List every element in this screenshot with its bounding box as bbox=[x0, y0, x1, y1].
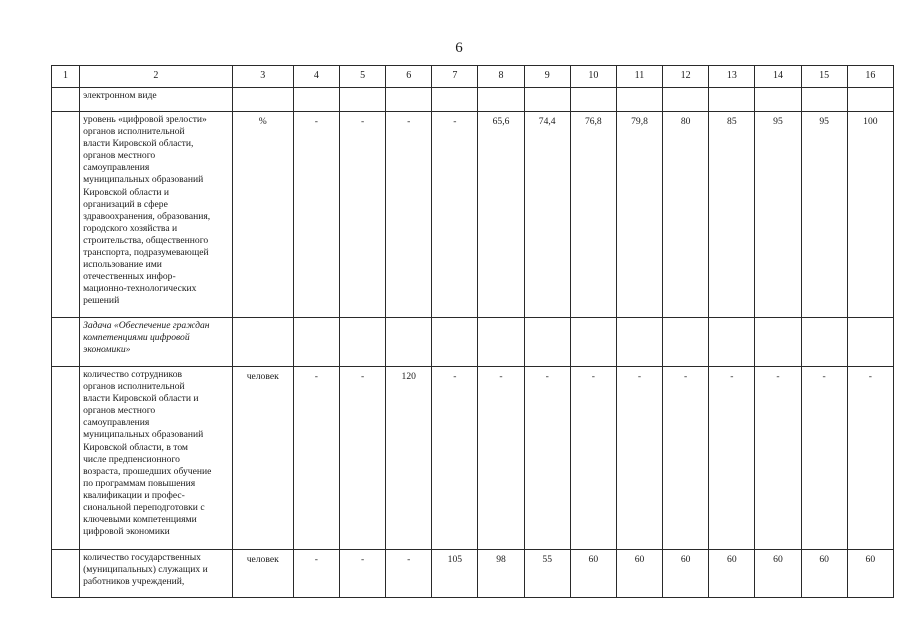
value-cell-col-9 bbox=[524, 88, 570, 112]
indicator-line: самоуправления bbox=[83, 417, 150, 429]
value-cell-col-15 bbox=[801, 88, 847, 112]
task-title-cell bbox=[80, 318, 233, 367]
value-cell-col-10: 76,8 bbox=[570, 112, 616, 318]
value-cell-col-14: 95 bbox=[755, 112, 801, 318]
indicator-line: муниципальных образований bbox=[83, 174, 204, 186]
indicator-line: отечественных инфор- bbox=[83, 271, 176, 283]
value-cell-col-13: 85 bbox=[709, 112, 755, 318]
value-cell-col-12 bbox=[663, 88, 709, 112]
unit-cell: человек bbox=[232, 550, 293, 598]
value-cell-col-10: 60 bbox=[570, 550, 616, 598]
value-cell-col-9: 74,4 bbox=[524, 112, 570, 318]
value-cell-col-11 bbox=[616, 88, 662, 112]
column-number-14: 14 bbox=[755, 66, 801, 88]
value-cell-col-4 bbox=[293, 88, 339, 112]
column-number-12: 12 bbox=[663, 66, 709, 88]
value-cell-col-7 bbox=[432, 88, 478, 112]
indicator-line: компетенциями цифровой bbox=[83, 332, 190, 344]
value-cell-col-6 bbox=[386, 318, 432, 367]
unit-cell bbox=[232, 88, 293, 112]
value-cell-col-6: - bbox=[386, 550, 432, 598]
column-number-3: 3 bbox=[232, 66, 293, 88]
indicator-line: органов местного bbox=[83, 405, 156, 417]
unit-cell: % bbox=[232, 112, 293, 318]
table-row bbox=[52, 112, 894, 318]
table-row bbox=[52, 88, 894, 112]
column-number-13: 13 bbox=[709, 66, 755, 88]
indicator-cell bbox=[80, 367, 233, 550]
indicator-line: по программам повышения bbox=[83, 477, 196, 489]
column-number-16: 16 bbox=[847, 66, 893, 88]
indicator-line: сиональной переподготовки с bbox=[83, 502, 205, 514]
column-number-7: 7 bbox=[432, 66, 478, 88]
value-cell-col-8: 65,6 bbox=[478, 112, 524, 318]
row-index-cell bbox=[52, 318, 80, 367]
header-row bbox=[52, 66, 894, 88]
task-row bbox=[52, 318, 894, 367]
value-cell-col-11: - bbox=[616, 367, 662, 550]
column-number-15: 15 bbox=[801, 66, 847, 88]
indicator-line: уровень «цифровой зрелости» bbox=[83, 114, 207, 125]
column-number-4: 4 bbox=[293, 66, 339, 88]
value-cell-col-14: - bbox=[755, 367, 801, 550]
table-body bbox=[52, 66, 894, 598]
value-cell-col-16: - bbox=[847, 367, 893, 550]
indicator-line: возраста, прошедших обучение bbox=[83, 465, 212, 477]
value-cell-col-6: - bbox=[386, 112, 432, 318]
value-cell-col-8 bbox=[478, 88, 524, 112]
value-cell-col-4: - bbox=[293, 112, 339, 318]
value-cell-col-15 bbox=[801, 318, 847, 367]
indicator-line: муниципальных образований bbox=[83, 429, 204, 441]
indicator-line: органов исполнительной bbox=[83, 381, 185, 393]
value-cell-col-13: - bbox=[709, 367, 755, 550]
value-cell-col-15: 60 bbox=[801, 550, 847, 598]
value-cell-col-16: 60 bbox=[847, 550, 893, 598]
value-cell-col-7 bbox=[432, 318, 478, 367]
indicator-cell bbox=[80, 550, 233, 598]
row-index-cell bbox=[52, 367, 80, 550]
indicator-line: власти Кировской области, bbox=[83, 138, 194, 150]
value-cell-col-8: - bbox=[478, 367, 524, 550]
value-cell-col-12 bbox=[663, 318, 709, 367]
value-cell-col-9 bbox=[524, 318, 570, 367]
indicator-line: власти Кировской области и bbox=[83, 393, 199, 405]
indicator-line: (муниципальных) служащих и bbox=[83, 564, 208, 576]
value-cell-col-4: - bbox=[293, 550, 339, 598]
value-cell-col-11: 79,8 bbox=[616, 112, 662, 318]
indicator-line: количество сотрудников bbox=[83, 369, 183, 380]
unit-cell: человек bbox=[232, 367, 293, 550]
value-cell-col-7: - bbox=[432, 112, 478, 318]
value-cell-col-11 bbox=[616, 318, 662, 367]
value-cell-col-12: 60 bbox=[663, 550, 709, 598]
value-cell-col-8 bbox=[478, 318, 524, 367]
value-cell-col-7: 105 bbox=[432, 550, 478, 598]
row-index-cell bbox=[52, 88, 80, 112]
indicator-line: ключевыми компетенциями bbox=[83, 514, 197, 526]
value-cell-col-14 bbox=[755, 88, 801, 112]
value-cell-col-10 bbox=[570, 318, 616, 367]
value-cell-col-5 bbox=[339, 88, 385, 112]
value-cell-col-12: - bbox=[663, 367, 709, 550]
indicator-line: решений bbox=[83, 295, 120, 307]
indicator-line: использование ими bbox=[83, 259, 162, 271]
table-row bbox=[52, 367, 894, 550]
indicator-line: мационно-технологических bbox=[83, 283, 197, 295]
indicator-line: строительства, общественного bbox=[83, 234, 209, 246]
value-cell-col-13 bbox=[709, 318, 755, 367]
column-number-5: 5 bbox=[339, 66, 385, 88]
indicator-cell bbox=[80, 88, 233, 112]
value-cell-col-15: 95 bbox=[801, 112, 847, 318]
indicator-line: числе предпенсионного bbox=[83, 453, 180, 465]
indicator-line: Кировской области, в том bbox=[83, 441, 189, 453]
indicators-table bbox=[51, 65, 894, 598]
indicator-line: работников учреждений, bbox=[83, 576, 185, 588]
indicator-line: электронном виде bbox=[83, 90, 157, 101]
value-cell-col-4 bbox=[293, 318, 339, 367]
value-cell-col-5: - bbox=[339, 550, 385, 598]
indicator-line: самоуправления bbox=[83, 162, 150, 174]
value-cell-col-7: - bbox=[432, 367, 478, 550]
value-cell-col-10 bbox=[570, 88, 616, 112]
indicator-line: квалификации и профес- bbox=[83, 489, 185, 501]
unit-cell bbox=[232, 318, 293, 367]
value-cell-col-13: 60 bbox=[709, 550, 755, 598]
value-cell-col-16 bbox=[847, 318, 893, 367]
value-cell-col-12: 80 bbox=[663, 112, 709, 318]
indicator-line: цифровой экономики bbox=[83, 526, 170, 538]
value-cell-col-14 bbox=[755, 318, 801, 367]
value-cell-col-5: - bbox=[339, 112, 385, 318]
value-cell-col-8: 98 bbox=[478, 550, 524, 598]
column-number-10: 10 bbox=[570, 66, 616, 88]
row-index-cell bbox=[52, 550, 80, 598]
indicator-line: городского хозяйства и bbox=[83, 222, 178, 234]
value-cell-col-9: - bbox=[524, 367, 570, 550]
indicator-line: здравоохранения, образования, bbox=[83, 210, 211, 222]
indicator-line: транспорта, подразумевающей bbox=[83, 247, 209, 259]
indicator-cell bbox=[80, 112, 233, 318]
value-cell-col-16: 100 bbox=[847, 112, 893, 318]
column-number-1: 1 bbox=[52, 66, 80, 88]
value-cell-col-16 bbox=[847, 88, 893, 112]
value-cell-col-13 bbox=[709, 88, 755, 112]
value-cell-col-6: 120 bbox=[386, 367, 432, 550]
value-cell-col-14: 60 bbox=[755, 550, 801, 598]
indicator-line: экономики» bbox=[83, 344, 131, 356]
value-cell-col-15: - bbox=[801, 367, 847, 550]
indicator-line: Задача «Обеспечение граждан bbox=[83, 320, 210, 331]
table-row bbox=[52, 550, 894, 598]
row-index-cell bbox=[52, 112, 80, 318]
value-cell-col-4: - bbox=[293, 367, 339, 550]
indicator-line: организаций в сфере bbox=[83, 198, 168, 210]
value-cell-col-6 bbox=[386, 88, 432, 112]
column-number-6: 6 bbox=[386, 66, 432, 88]
value-cell-col-11: 60 bbox=[616, 550, 662, 598]
value-cell-col-9: 55 bbox=[524, 550, 570, 598]
page-number: 6 bbox=[455, 40, 463, 56]
indicator-line: органов исполнительной bbox=[83, 126, 185, 138]
column-number-9: 9 bbox=[524, 66, 570, 88]
value-cell-col-10: - bbox=[570, 367, 616, 550]
indicator-line: Кировской области и bbox=[83, 186, 170, 198]
column-number-11: 11 bbox=[616, 66, 662, 88]
value-cell-col-5 bbox=[339, 318, 385, 367]
indicator-line: количество государственных bbox=[83, 552, 201, 563]
column-number-2: 2 bbox=[80, 66, 233, 88]
column-number-8: 8 bbox=[478, 66, 524, 88]
indicator-line: органов местного bbox=[83, 150, 156, 162]
value-cell-col-5: - bbox=[339, 367, 385, 550]
